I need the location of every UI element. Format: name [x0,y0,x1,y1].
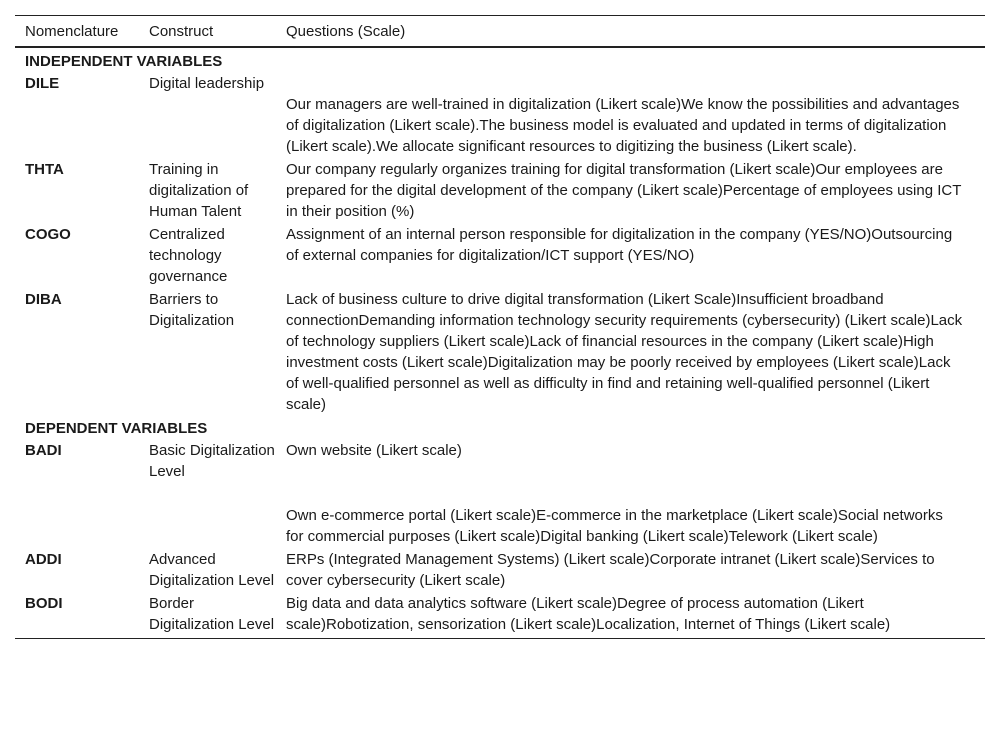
row-nomenclature: DILE [25,75,60,92]
row-construct: Advanced Digitalization Level [149,551,275,589]
section-row-independent [15,47,985,73]
table-row [15,547,985,591]
row-questions: Assignment of an internal person responsible for digitalization in the company (YES/NO)Outsourcing of external companies for digitalization/ICT support (YES/NO) [286,226,953,264]
table-row [15,591,985,639]
row-construct: Basic Digitalization Level [149,442,275,480]
row-construct: Centralized technology governance [149,226,228,285]
table-row [15,157,985,222]
row-questions: ERPs (Integrated Management Systems) (Likert scale)Corporate intranet (Likert scale)Services to cover cybersecurity (Likert scale) [286,551,935,589]
row-nomenclature: ADDI [25,551,62,568]
row-construct: Barriers to Digitalization [149,291,235,329]
row-nomenclature: COGO [25,226,71,243]
header-nomenclature: Nomenclature [25,23,119,40]
row-nomenclature: BADI [25,442,62,459]
table-row [15,440,985,547]
row-nomenclature: DIBA [25,291,62,308]
row-questions: Big data and data analytics software (Likert scale)Degree of process automation (Likert scale)Robotization, sensorization (Likert scale)Localization, Internet of Things (Likert scale) [286,595,891,633]
variables-table-container [15,15,985,639]
row-construct: Border Digitalization Level [149,595,275,633]
table-row [15,287,985,415]
row-questions-cell [276,440,985,547]
row-construct: Training in digitalization of Human Talent [149,161,249,220]
row-nomenclature: BODI [25,595,63,612]
section-title: INDEPENDENT VARIABLES [25,53,223,70]
row-questions: Our company regularly organizes training for digital transformation (Likert scale)Our employees are prepared for the digital development of the company (Likert scale)Percentage of employees using ICT in their position (%) [286,161,962,220]
header-construct: Construct [149,23,214,40]
row-questions-continued: Own e-commerce portal (Likert scale)E-commerce in the marketplace (Likert scale)Social networks for commercial purposes (Likert scale)Digital banking (Likert scale)Telework (Likert scale) [286,507,943,545]
table-header-row [15,16,985,48]
row-questions: Lack of business culture to drive digital transformation (Likert Scale)Insufficient broadband connectionDemanding information technology security requirements (cybersecurity) (Likert scale)Lack of technology suppliers (Likert scale)Lack of financial resources in the company (Likert scale)High investment costs (Likert scale)Digitalization may be poorly received by employees (Likert scale)Lack of well-qualified personnel as well as difficulty in find and retaining well-qualified personnel (Likert scale) [286,291,963,413]
section-title: DEPENDENT VARIABLES [25,420,208,437]
section-row-dependent [15,415,985,440]
table-row [15,222,985,287]
row-questions: Our managers are well-trained in digitalization (Likert scale)We know the possibilities and advantages of digitalization (Likert scale).The business model is evaluated and updated in terms of digitalization (Likert scale).We allocate significant resources to digitizing the business (Likert scale). [286,96,960,155]
header-questions: Questions (Scale) [286,23,406,40]
variables-table [15,15,985,639]
row-nomenclature: THTA [25,161,64,178]
row-construct: Digital leadership [149,75,265,92]
table-row [15,73,985,157]
row-questions: Own website (Likert scale) [286,442,462,459]
row-questions-spacer [286,461,963,505]
